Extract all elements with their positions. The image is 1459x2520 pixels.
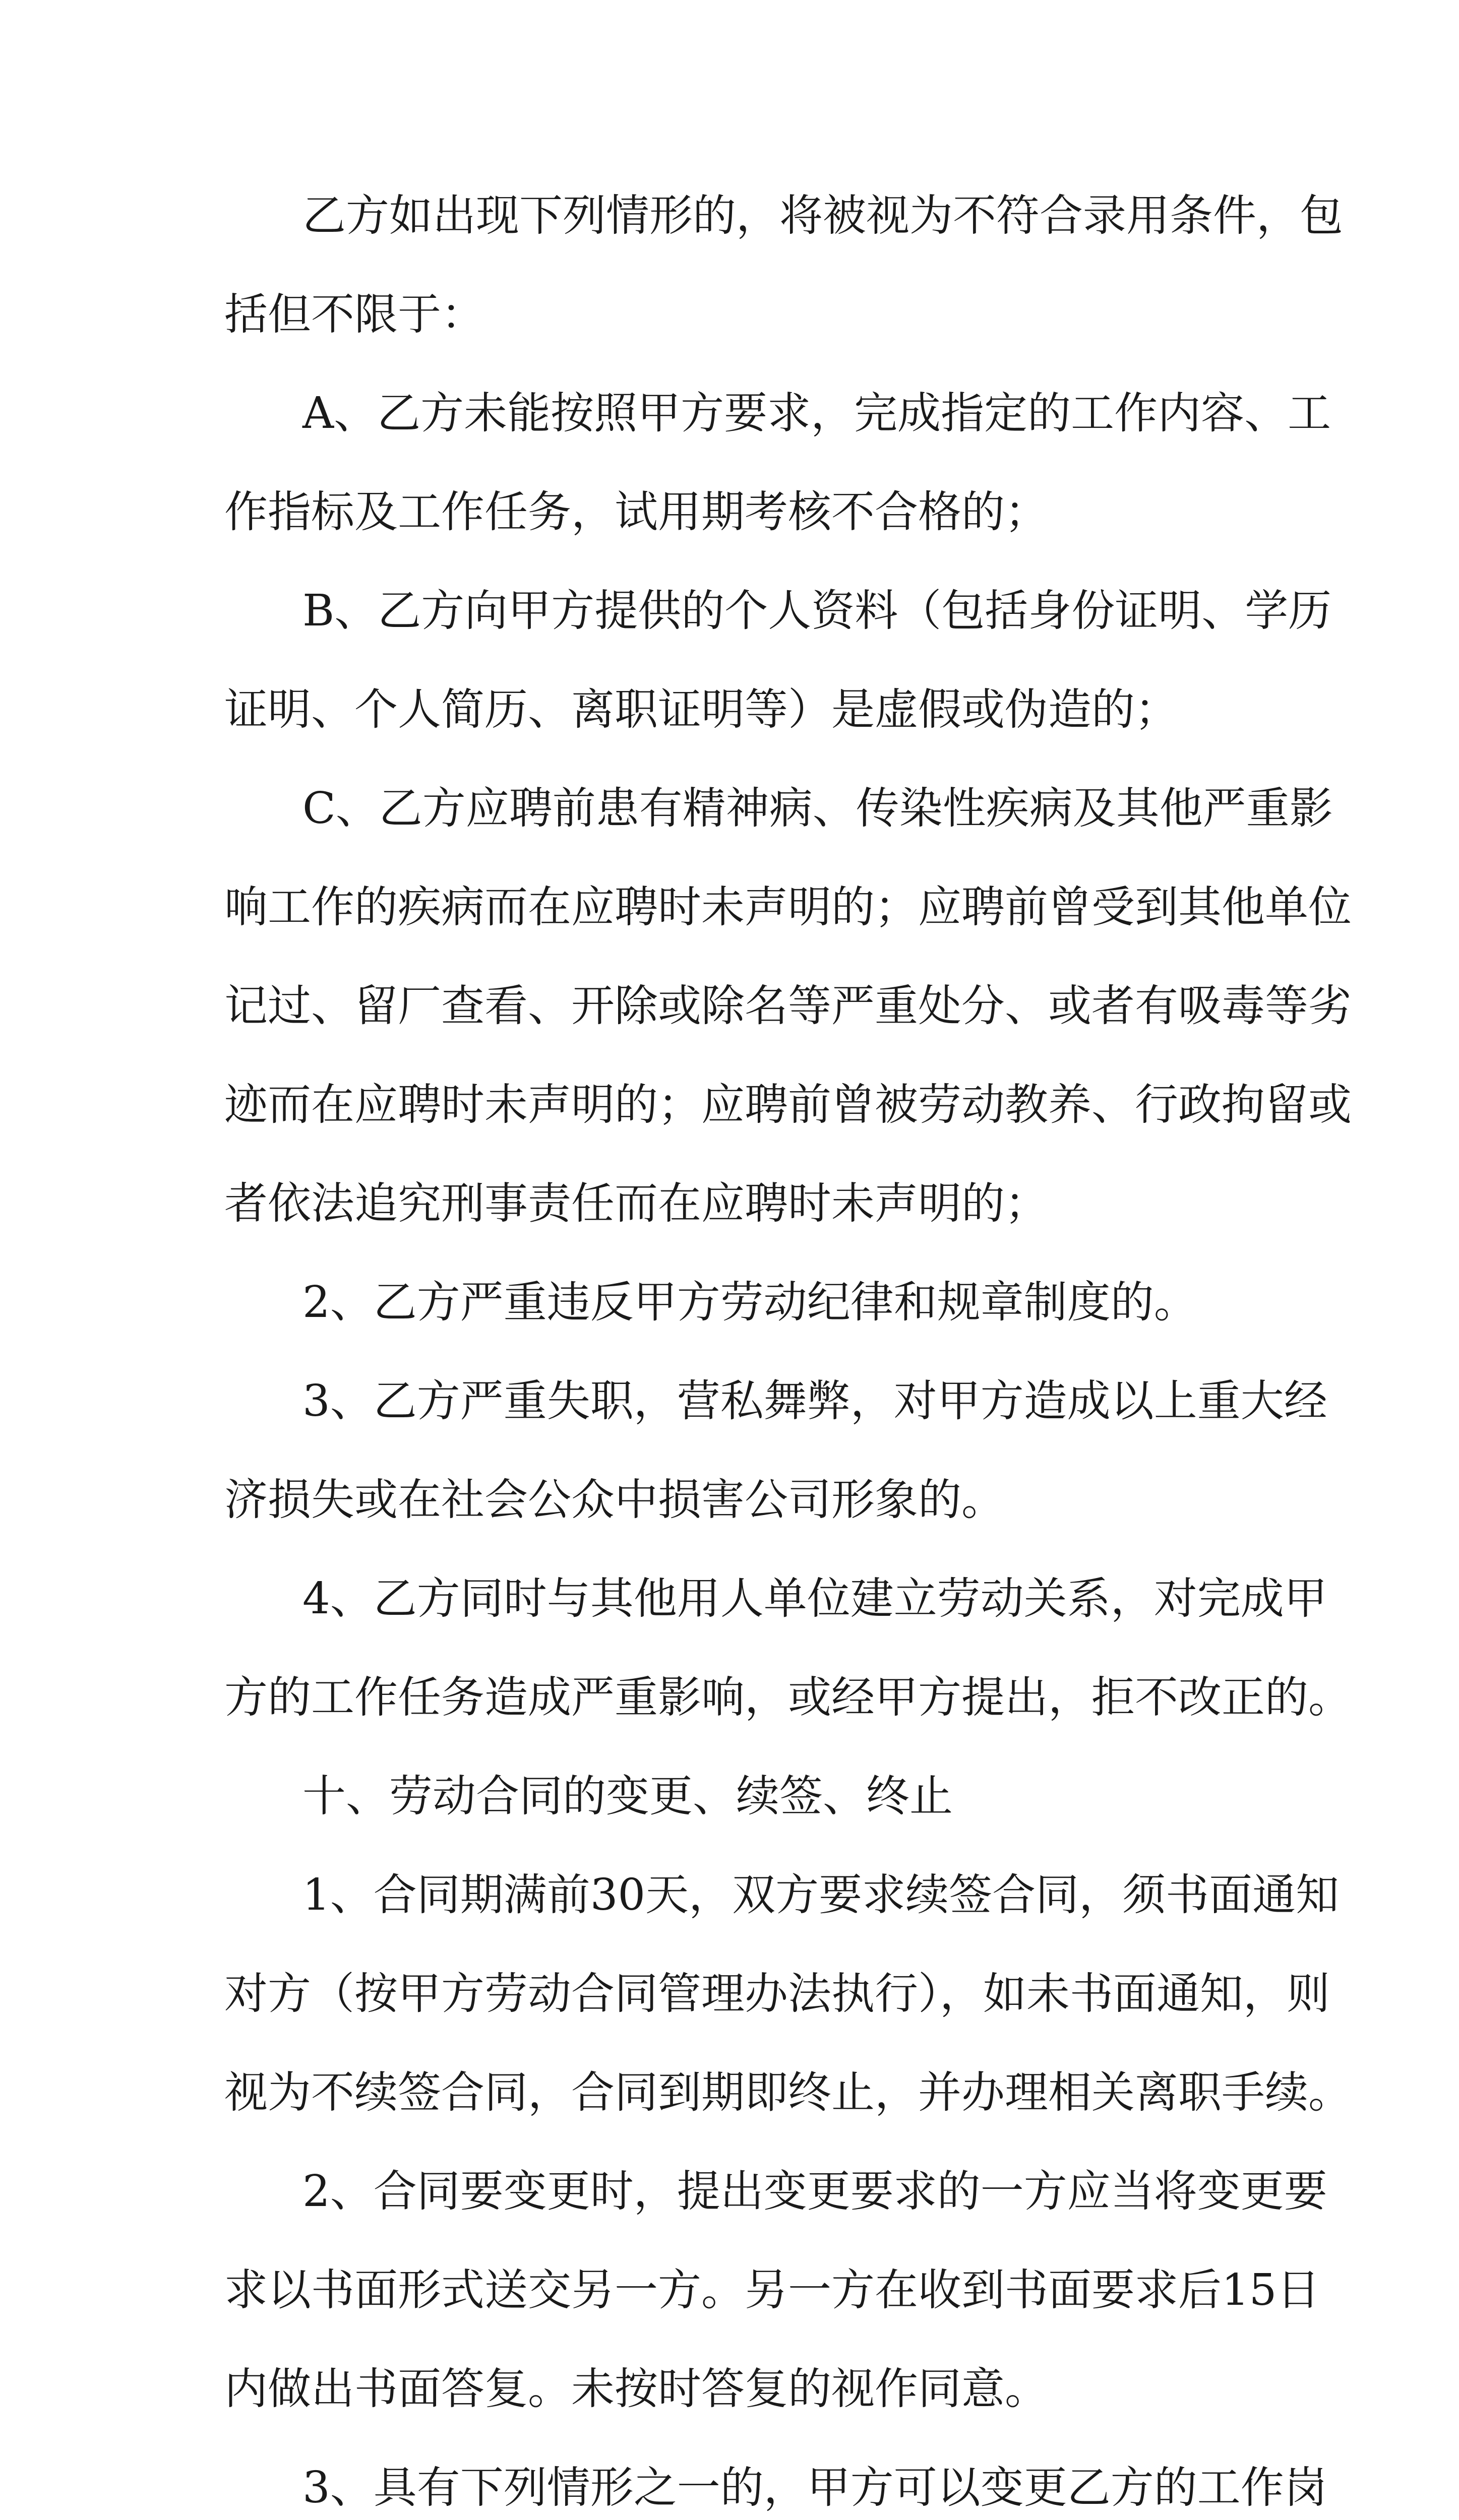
- text-line: 求以书面形式送交另一方。另一方在收到书面要求后15日: [224, 2265, 1320, 2315]
- text-line: 1、合同期满前30天，双方要求续签合同，须书面通知: [302, 1870, 1340, 1920]
- text-line: 对方（按甲方劳动合同管理办法执行），如未书面通知，则: [224, 1969, 1330, 2019]
- text-line: 响工作的疾病而在应聘时未声明的；应聘前曾受到其他单位: [224, 882, 1352, 932]
- text-line: 作指标及工作任务，试用期考核不合格的；: [224, 487, 1048, 537]
- text-line: 括但不限于：: [224, 289, 484, 340]
- text-line: 3、乙方严重失职，营私舞弊，对甲方造成以上重大经: [302, 1376, 1327, 1426]
- text-line: 2、合同要变更时，提出变更要求的一方应当将变更要: [302, 2166, 1327, 2217]
- text-line: 记过、留厂查看、开除或除名等严重处分、或者有吸毒等劣: [224, 981, 1352, 1031]
- text-line: 者依法追究刑事责任而在应聘时未声明的；: [224, 1178, 1048, 1229]
- text-line: A、乙方未能按照甲方要求，完成指定的工作内容、工: [302, 388, 1331, 438]
- text-line: 2、乙方严重违反甲方劳动纪律和规章制度的。: [302, 1277, 1197, 1328]
- text-line: 迹而在应聘时未声明的；应聘前曾被劳动教养、行政拘留或: [224, 1080, 1352, 1130]
- text-line: 视为不续签合同，合同到期即终止，并办理相关离职手续。: [224, 2067, 1352, 2118]
- text-line: 乙方如出现下列情形的，将被视为不符合录用条件，包: [302, 191, 1343, 241]
- text-line: 济损失或在社会公众中损害公司形象的。: [224, 1475, 1005, 1525]
- text-line: B、乙方向甲方提供的个人资料（包括身份证明、学历: [302, 586, 1332, 636]
- text-line: 4、乙方同时与其他用人单位建立劳动关系，对完成甲: [302, 1573, 1327, 1624]
- text-line: C、乙方应聘前患有精神病、传染性疾病及其他严重影: [302, 783, 1333, 834]
- document-body: [224, 187, 1352, 2520]
- text-line: 内做出书面答复。未按时答复的视作同意。: [224, 2364, 1048, 2414]
- text-line: 证明、个人简历、离职证明等）是虚假或伪造的；: [224, 684, 1178, 735]
- section-heading: 十、劳动合同的变更、续签、终止: [302, 1771, 953, 1821]
- text-line: 3、具有下列情形之一的，甲方可以变更乙方的工作岗: [302, 2463, 1327, 2513]
- text-line: 方的工作任务造成严重影响，或经甲方提出，拒不改正的。: [224, 1672, 1352, 1723]
